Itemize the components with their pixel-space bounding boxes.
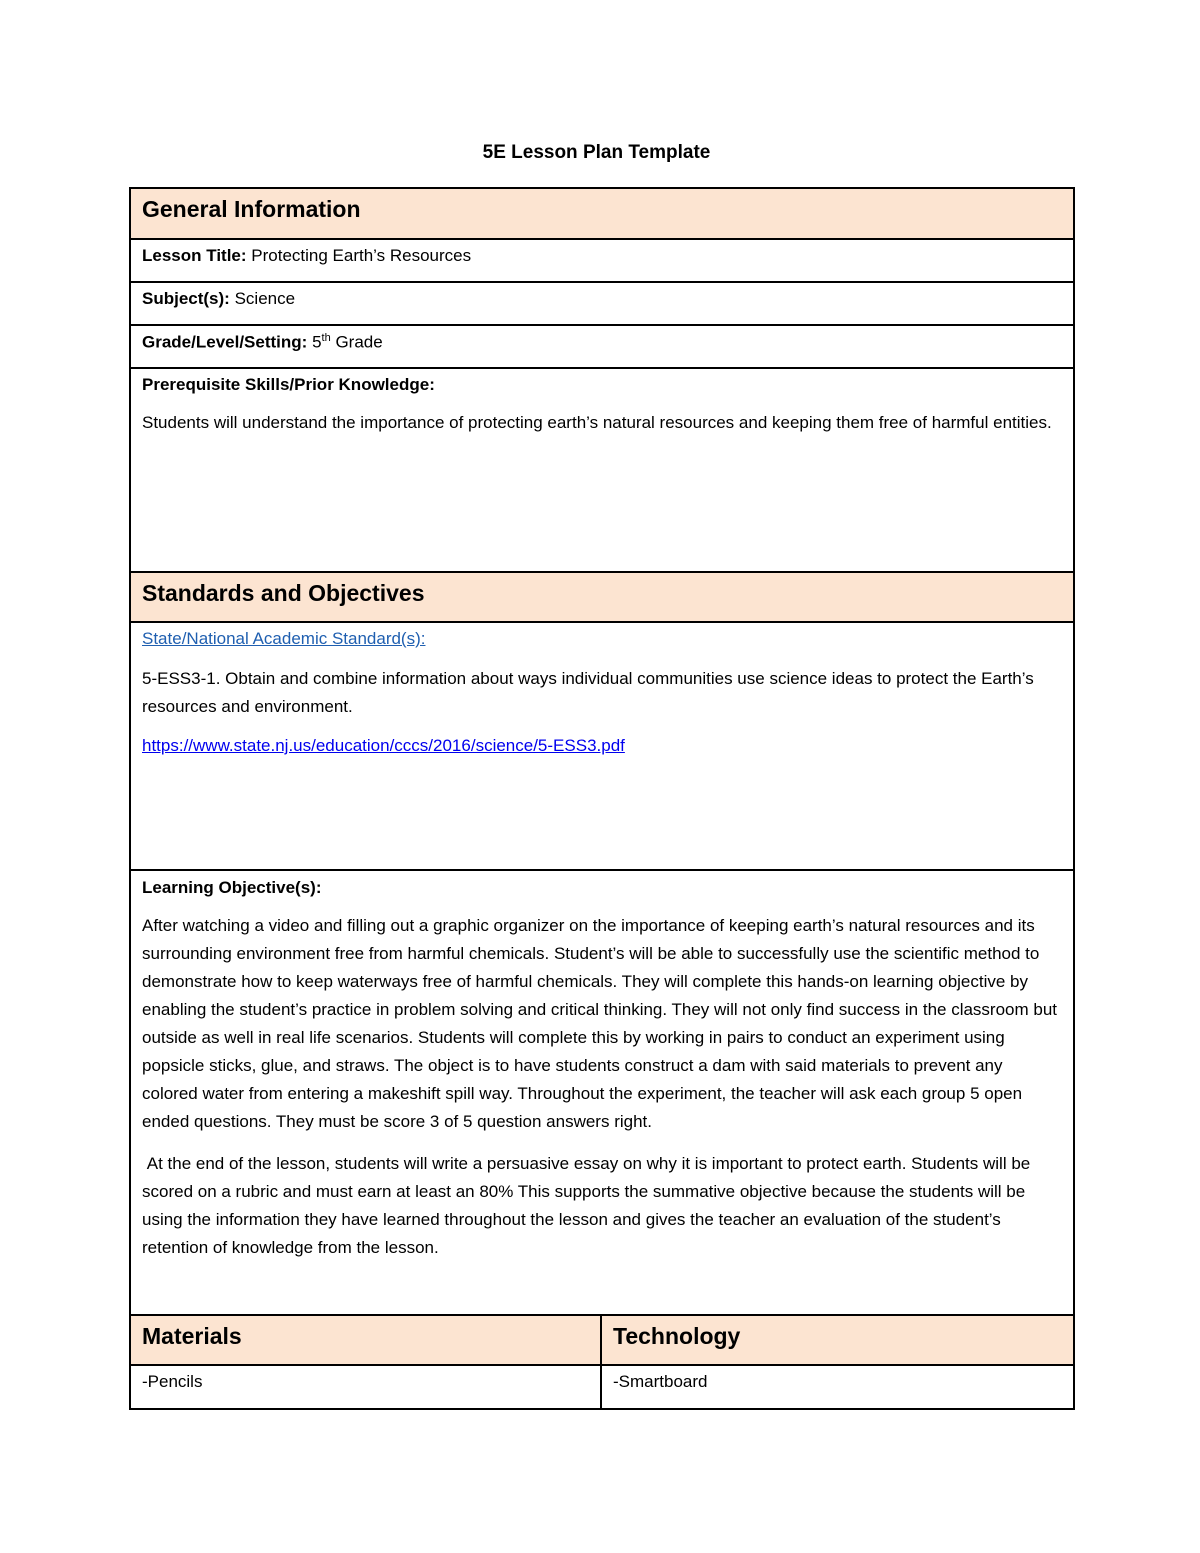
prerequisite-text: Students will understand the importance of protecting earth’s natural resources and keeping them free of harmful entities. bbox=[142, 413, 1052, 432]
materials-item-cell bbox=[131, 1366, 602, 1408]
standards-header bbox=[131, 573, 1073, 623]
standards-heading: Standards and Objectives bbox=[142, 580, 425, 606]
subjects-value: Science bbox=[234, 289, 296, 308]
subjects-label: Subject(s): bbox=[142, 289, 230, 308]
standards-row bbox=[131, 623, 1073, 871]
prerequisite-row bbox=[131, 369, 1073, 573]
technology-item-cell bbox=[602, 1366, 1073, 1408]
standard-text: 5-ESS3-1. Obtain and combine information about ways individual communities use science ideas to protect the Earth’s resources and environment. bbox=[142, 669, 1034, 716]
subjects-row bbox=[131, 283, 1073, 326]
grade-word: Grade bbox=[335, 332, 383, 352]
document-title: 5E Lesson Plan Template bbox=[482, 142, 711, 163]
materials-technology-items-row bbox=[131, 1366, 1073, 1408]
lesson-title-value: Protecting Earth’s Resources bbox=[251, 246, 472, 265]
learning-objectives-paragraph-1: After watching a video and filling out a graphic organizer on the importance of keeping earth’s natural resources and its surrounding environment free from harmful chemicals. Student’s will be able to successfully use the scientific method to demonstrate how to keep waterways free of harmful chemicals. They will complete this hands-on learning objective by enabling the student’s practice in problem solving and critical thinking. They will not only find success in the classroom but outside as well in real life scenarios. Students will complete this by working in pairs to conduct an experiment using popsicle sticks, glue, and straws. The object is to have students construct a dam with said materials to prevent any colored water from entering a makeshift spill way. Throughout the experiment, the teacher will ask each group 5 open ended questions. They must be score 3 of 5 question answers right. bbox=[142, 916, 1058, 1131]
grade-row bbox=[131, 326, 1073, 369]
learning-objectives-paragraph-2: At the end of the lesson, students will write a persuasive essay on why it is important to protect earth. Students will be scored on a rubric and must earn at least an 80% This supports the summative objective because the students will be using the information they have learned throughout the lesson and gives the teacher an evaluation of the student’s retention of knowledge from the lesson. bbox=[142, 1154, 1035, 1257]
academic-standard-link[interactable]: State/National Academic Standard(s): bbox=[142, 629, 426, 648]
grade-label: Grade/Level/Setting: bbox=[142, 332, 308, 352]
prerequisite-label: Prerequisite Skills/Prior Knowledge: bbox=[142, 375, 435, 394]
standard-url-link[interactable]: https://www.state.nj.us/education/cccs/2016/science/5-ESS3.pdf bbox=[142, 736, 625, 755]
lesson-title-label: Lesson Title: bbox=[142, 246, 247, 265]
grade-suffix: th bbox=[321, 332, 331, 344]
materials-item: -Pencils bbox=[142, 1372, 203, 1391]
learning-objectives-label: Learning Objective(s): bbox=[142, 878, 322, 897]
lesson-plan-table bbox=[129, 187, 1075, 1410]
technology-item: -Smartboard bbox=[613, 1372, 708, 1391]
grade-number: 5 bbox=[312, 332, 322, 352]
materials-header bbox=[131, 1316, 602, 1364]
lesson-title-row bbox=[131, 240, 1073, 283]
materials-heading: Materials bbox=[142, 1323, 242, 1349]
technology-header bbox=[602, 1316, 1073, 1364]
materials-technology-header-row bbox=[131, 1316, 1073, 1366]
technology-heading: Technology bbox=[613, 1323, 741, 1349]
learning-objectives-row bbox=[131, 871, 1073, 1316]
general-information-heading: General Information bbox=[142, 196, 361, 222]
general-information-header bbox=[131, 189, 1073, 240]
